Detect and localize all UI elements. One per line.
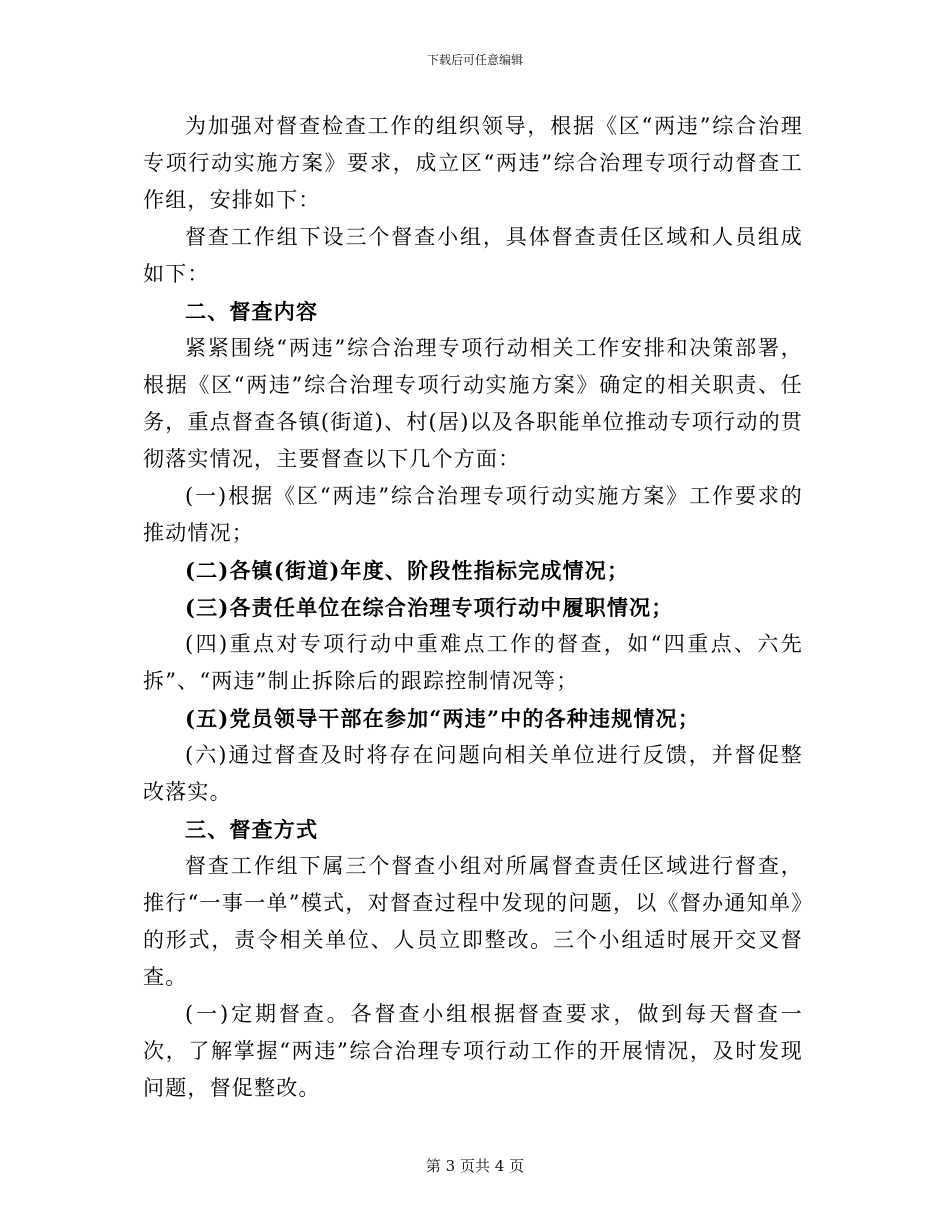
list-item-4: (四)重点对专项行动中重难点工作的督查，如“四重点、六先拆”、“两违”制止拆除后的跟踪控制情况等； [143, 632, 803, 693]
group-setup-paragraph: 督查工作组下设三个督查小组，具体督查责任区域和人员组成如下： [143, 225, 803, 286]
list-item-3: (三)各责任单位在综合治理专项行动中履职情况； [185, 595, 674, 620]
list-item-5: (五)党员领导干部在参加“两违”中的各种违规情况； [185, 706, 701, 731]
intro-paragraph: 为加强对督查检查工作的组织领导，根据《区“两违”综合治理专项行动实施方案》要求，成立区“两违”综合治理专项行动督查工作组，安排如下： [143, 114, 803, 212]
list-item-6: (六)通过督查及时将存在问题向相关单位进行反馈，并督促整改落实。 [143, 743, 803, 804]
section-heading-inspection-content: 二、督查内容 [185, 299, 319, 324]
inspection-content-paragraph: 紧紧围绕“两违”综合治理专项行动相关工作安排和决策部署，根据《区“两违”综合治理专项行动实施方案》确定的相关职责、任务，重点督查各镇(街道)、村(居)以及各职能单位推动专项行动的贯彻落实情况，主要督查以下几个方面： [143, 336, 803, 471]
list-item-2: (二)各镇(街道)年度、阶段性指标完成情况； [185, 558, 630, 583]
inspection-method-paragraph: 督查工作组下属三个督查小组对所属督查责任区域进行督查，推行“一事一单”模式，对督查过程中发现的问题，以《督办通知单》的形式，责令相关单位、人员立即整改。三个小组适时展开交叉督查。 [143, 854, 803, 989]
list-item-1: (一)根据《区“两违”综合治理专项行动实施方案》工作要求的推动情况； [143, 484, 803, 545]
page-footer: 第 3 页共 4 页 [425, 1157, 525, 1175]
document-body [143, 108, 803, 1107]
regular-inspection-paragraph: (一)定期督查。各督查小组根据督查要求，做到每天督查一次，了解掌握“两违”综合治理专项行动工作的开展情况，及时发现问题，督促整改。 [143, 1002, 803, 1100]
page-header: 下载后可任意编辑 [426, 53, 523, 67]
section-heading-inspection-method: 三、督查方式 [185, 817, 319, 842]
